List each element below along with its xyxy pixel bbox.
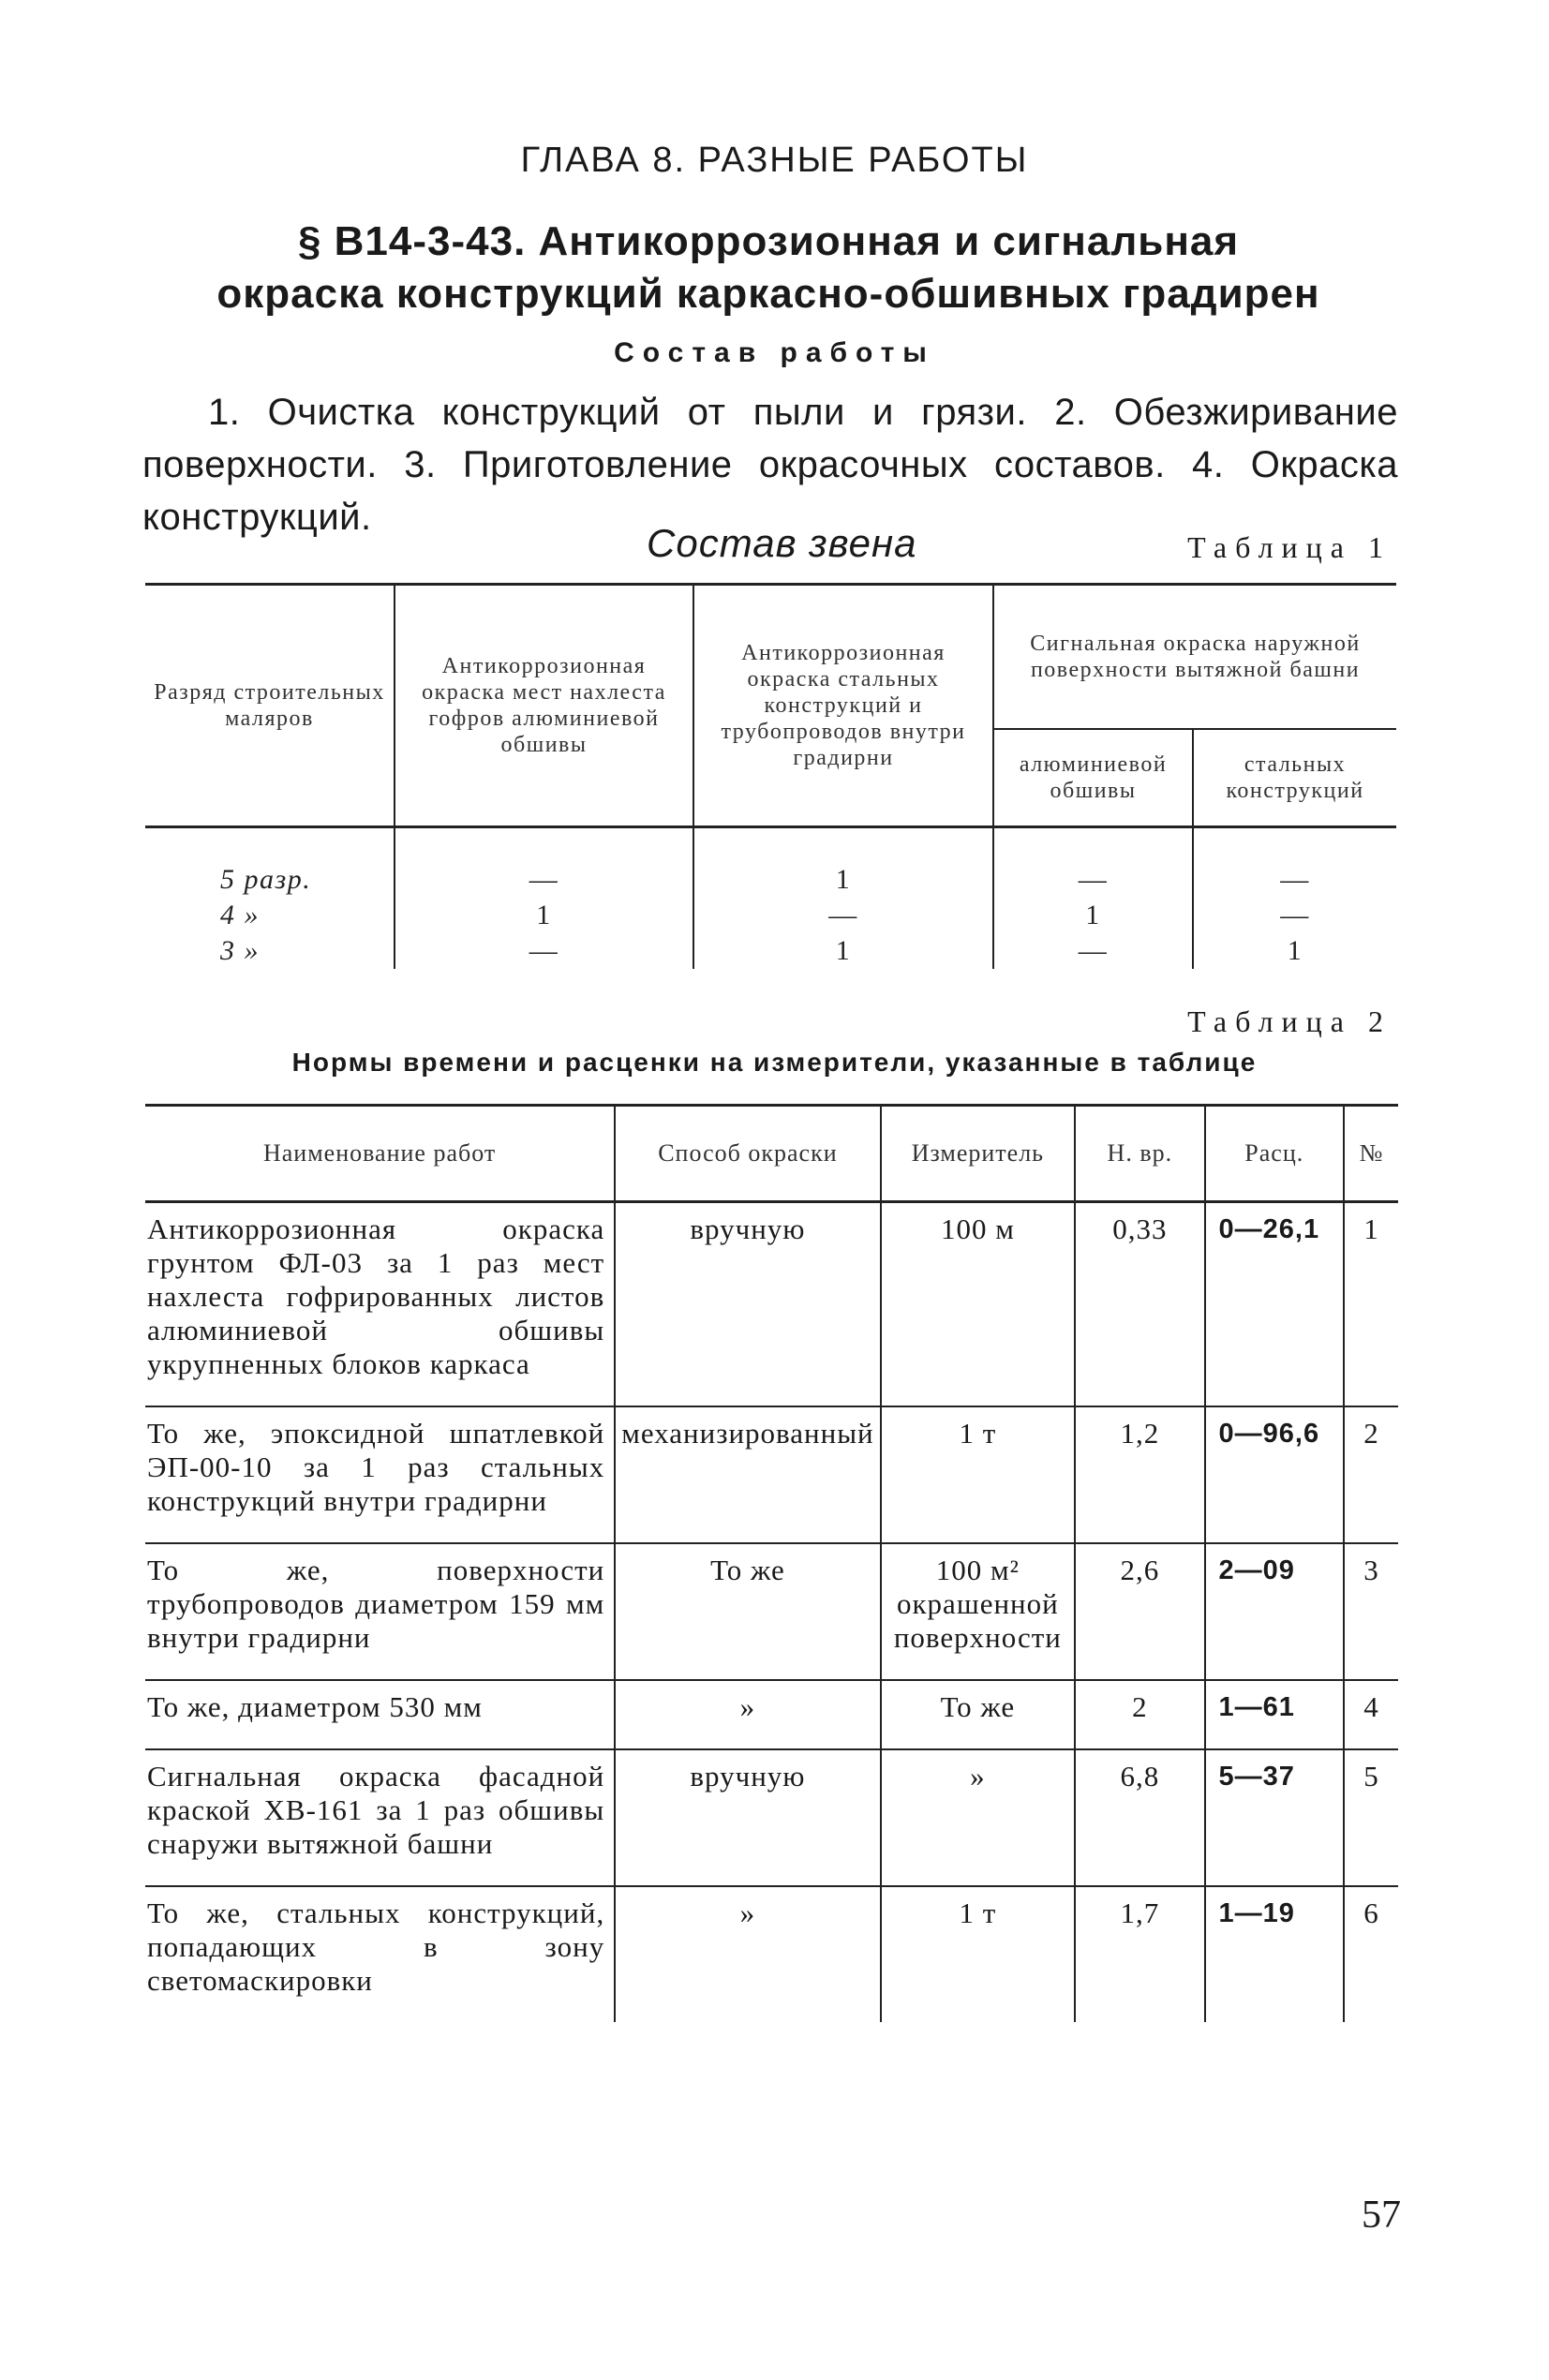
cell-signal-aluminum: 1 [993, 898, 1193, 933]
cell-work-name: То же, эпоксидной шпатлевкой ЭП-00-10 за 1 раз стальных конструкций внутри градирни [145, 1406, 615, 1543]
header-signal-aluminum: алюминиевой обшивы [993, 729, 1193, 827]
cell-unit: 1 т [881, 1406, 1075, 1543]
cell-anti-aluminum: 1 [395, 898, 693, 933]
cell-method: » [615, 1680, 880, 1749]
cell-method: вручную [615, 1202, 880, 1407]
cell-number: 1 [1344, 1202, 1398, 1407]
cell-signal-aluminum: — [993, 933, 1193, 969]
header-anti-aluminum: Антикоррозионная окраска мест нахлеста гофров алюминиевой обшивы [395, 585, 693, 827]
norms-table [145, 1104, 1398, 2022]
cell-unit: 100 м [881, 1202, 1075, 1407]
table-row [145, 933, 1396, 969]
table2-title: Нормы времени и расценки на измерители, указанные в таблице [291, 1048, 1258, 1077]
cell-norm: 2 [1075, 1680, 1204, 1749]
header-work-name: Наименование работ [145, 1106, 615, 1202]
crew-composition-heading: Состав звена [647, 521, 917, 565]
cell-signal-steel: — [1193, 898, 1396, 933]
work-composition-heading: Состав работы [614, 337, 935, 368]
header-rate: Расц. [1205, 1106, 1344, 1202]
cell-number: 4 [1344, 1680, 1398, 1749]
cell-anti-steel: — [693, 898, 993, 933]
header-unit: Измеритель [881, 1106, 1075, 1202]
cell-norm: 2,6 [1075, 1543, 1204, 1680]
cell-rate: 5—37 [1205, 1749, 1344, 1886]
cell-method: » [615, 1886, 880, 2022]
cell-norm: 1,7 [1075, 1886, 1204, 2022]
cell-number: 5 [1344, 1749, 1398, 1886]
cell-rate: 1—61 [1205, 1680, 1344, 1749]
cell-rank: 4 » [145, 898, 395, 933]
cell-work-name: То же, диаметром 530 мм [145, 1680, 615, 1749]
cell-anti-steel: 1 [693, 933, 993, 969]
crew-table [145, 583, 1396, 969]
section-title: § В14-3-43. Антикоррозионная и сигнальная окраска конструкций каркасно-обшивных градирен [216, 218, 1320, 317]
cell-work-name: То же, поверхности трубопроводов диаметром 159 мм внутри градирни [145, 1543, 615, 1680]
cell-norm: 6,8 [1075, 1749, 1204, 1886]
cell-unit: То же [881, 1680, 1075, 1749]
cell-norm: 1,2 [1075, 1406, 1204, 1543]
cell-rate: 0—96,6 [1205, 1406, 1344, 1543]
cell-method: вручную [615, 1749, 880, 1886]
page-number: 57 [1362, 2194, 1401, 2237]
cell-number: 6 [1344, 1886, 1398, 2022]
header-number: № [1344, 1106, 1398, 1202]
cell-rate: 1—19 [1205, 1886, 1344, 2022]
cell-number: 2 [1344, 1406, 1398, 1543]
cell-rank: 3 » [145, 933, 395, 969]
cell-rate: 2—09 [1205, 1543, 1344, 1680]
header-norm: Н. вр. [1075, 1106, 1204, 1202]
cell-rank: 5 разр. [145, 827, 395, 899]
table-row [145, 1202, 1398, 1407]
table-row [145, 1680, 1398, 1749]
cell-number: 3 [1344, 1543, 1398, 1680]
cell-anti-steel: 1 [693, 827, 993, 899]
cell-work-name: То же, стальных конструкций, попадающих в зону светомаскировки [145, 1886, 615, 2022]
cell-method: То же [615, 1543, 880, 1680]
cell-work-name: Сигнальная окраска фасадной краской ХВ-161 за 1 раз обшивы снаружи вытяжной башни [145, 1749, 615, 1886]
header-signal-steel: стальных конструкций [1193, 729, 1396, 827]
header-signal-group: Сигнальная окраска наружной поверхности вытяжной башни [993, 585, 1396, 730]
table-row [145, 1406, 1398, 1543]
cell-method: механизированный [615, 1406, 880, 1543]
cell-work-name: Антикоррозионная окраска грунтом ФЛ-03 за 1 раз мест нахлеста гофрированных листов алюминиевой обшивы укрупненных блоков каркаса [145, 1202, 615, 1407]
cell-unit: 100 м² окрашенной поверхности [881, 1543, 1075, 1680]
cell-unit: 1 т [881, 1886, 1075, 2022]
cell-signal-steel: — [1193, 827, 1396, 899]
header-anti-steel: Антикоррозионная окраска стальных конструкций и трубопроводов внутри градирни [693, 585, 993, 827]
cell-norm: 0,33 [1075, 1202, 1204, 1407]
cell-anti-aluminum: — [395, 933, 693, 969]
work-composition-text: 1. Очистка конструкций от пыли и грязи. 2. Обезжиривание поверхности. 3. Приготовление окрасочных составов. 4. Окраска конструкций. [142, 392, 1398, 538]
table-row [145, 1543, 1398, 1680]
chapter-heading: ГЛАВА 8. РАЗНЫЕ РАБОТЫ [520, 141, 1029, 180]
header-method: Способ окраски [615, 1106, 880, 1202]
cell-rate: 0—26,1 [1205, 1202, 1344, 1407]
cell-signal-aluminum: — [993, 827, 1193, 899]
table-row [145, 827, 1396, 899]
header-rank: Разряд строительных маляров [145, 585, 395, 827]
cell-anti-aluminum: — [395, 827, 693, 899]
table1-label: Таблица 1 [1187, 530, 1392, 564]
table-row [145, 1886, 1398, 2022]
cell-unit: » [881, 1749, 1075, 1886]
table2-label: Таблица 2 [1187, 1004, 1392, 1038]
table-row [145, 1749, 1398, 1886]
table-row [145, 898, 1396, 933]
cell-signal-steel: 1 [1193, 933, 1396, 969]
